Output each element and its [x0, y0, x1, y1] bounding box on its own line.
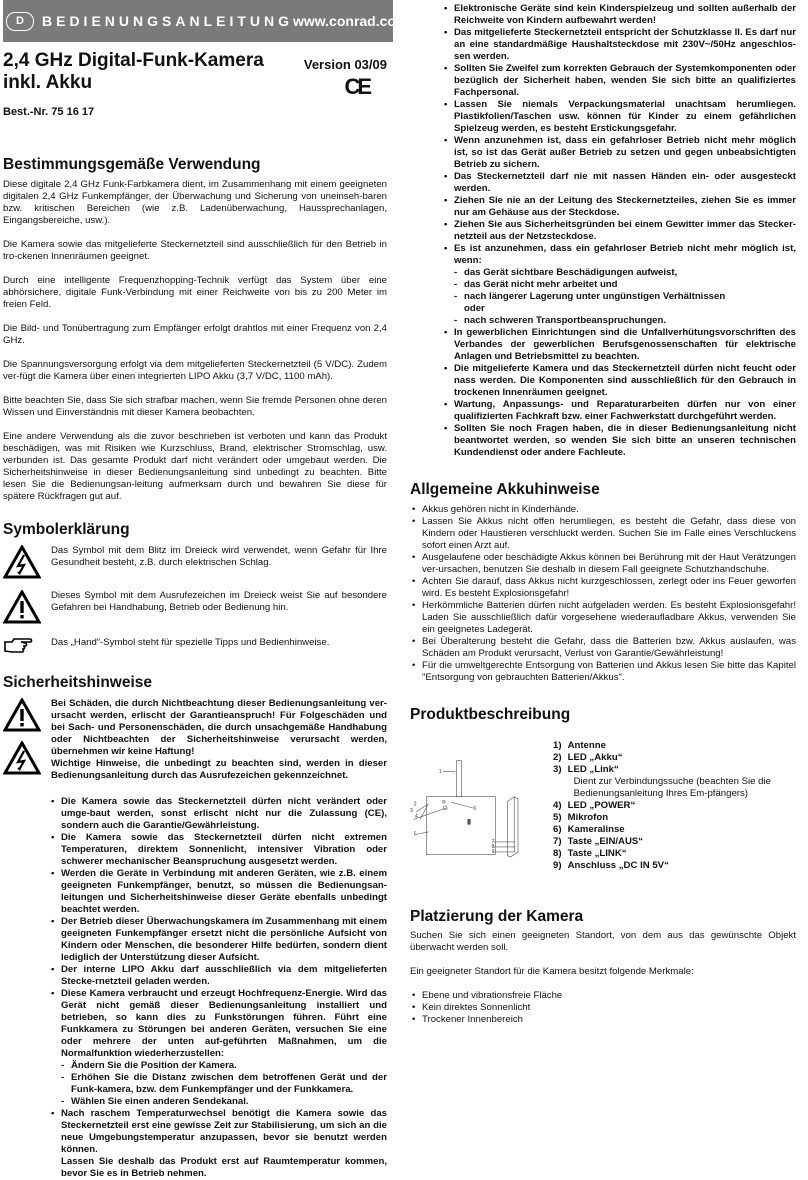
safety-intro: [3, 698, 387, 782]
section-heading-produkt: Produktbeschreibung: [410, 706, 571, 723]
sub-item: - Ändern Sie die Position der Kamera.: [61, 1060, 387, 1072]
safety-warranty-note: Bei Schäden, die durch Nichtbeachtung dieser Bedienungsanleitung ver-ursacht werden, erlischt der Garantieanspruch! Für Folgeschäden und bei Sach- und Personenschäden, die durch unsachgemäße Handhabung oder Nichtbeachten der Sicherheitshinweise verursacht werden, übernehmen wir keine Haftung!: [51, 698, 387, 757]
list-item: • Ziehen Sie nie an der Leitung des Steckernetzteiles, ziehen Sie es immer nur am Gehäuse aus der Steckdose.: [454, 195, 796, 219]
language-badge: D: [6, 12, 34, 31]
battery-list: [410, 504, 796, 684]
list-item: • Der Betrieb dieser Überwachungskamera im Zusammenhang mit einem geeigneten Funkempfänger ersetzt nicht die persönliche Aufsicht von Kindern oder Menschen, die besonderer Hilfe bedürfen, sondern dient lediglich der Unterstützung dieser Aufsicht.: [61, 916, 387, 964]
list-item: • Herkömmliche Batterien dürfen nicht aufgeladen werden. Es besteht Explosionsgefahr! Laden Sie ausschließlich dafür vorgesehene wiederaufladbare Akkus, verwenden Sie ein geeignetes Ladegerät.: [422, 600, 796, 636]
sub-item: - das Gerät nicht mehr arbeitet und: [454, 279, 796, 291]
diagram-label: 3: [410, 807, 413, 814]
list-item: • Akkus gehören nicht in Kinderhände.: [422, 504, 796, 516]
exclamation-warning-icon: [3, 590, 43, 629]
list-item: [61, 1108, 387, 1180]
list-item: • Werden die Geräte in Verbindung mit anderen Geräten, wie z.B. einem geeigneten Funkempfänger, benutzt, so müssen die Bedienungsan-leitungen und Sicherheitshinweise dieser Geräte ebenfalls unbedingt beachtet werden.: [61, 868, 387, 916]
ce-mark: CE: [344, 74, 369, 99]
list-item: • Elektronische Geräte sind kein Kinderspielzeug und sollten außerhalb der Reichweite von Kindern aufbewahrt werden!: [454, 3, 796, 27]
part-note: Dient zur Verbindungssuche (beachten Sie die Bedienungsanleitung Ihres Em-pfängers): [573, 776, 771, 799]
list-item: • Die Kamera sowie das Steckernetzteil dürfen nicht extremen Temperaturen, direktem Sonnenlicht, intensiver Vibration oder schwerer mechanischer Beanspruchung ausgesetzt werden.: [61, 832, 387, 868]
diagram-label: 2: [413, 801, 417, 808]
list-item: • Die Kamera sowie das Steckernetzteil dürfen nicht verändert oder umge-baut werden, sonst erlischt nicht nur die Zulassung (CE), sondern auch die Garantie/Gewährleistung.: [61, 796, 387, 832]
safety-important-note: Wichtige Hinweise, die unbedingt zu beachten sind, werden in dieser Bedienungsanleitung durch das Ausrufezeichen gekennzeichnet.: [51, 758, 387, 781]
part-item: 7) Taste „EIN/AUS“: [553, 836, 644, 847]
product-description: [410, 728, 796, 888]
section-heading-akku: Allgemeine Akkuhinweise: [410, 481, 600, 498]
list-item: • Der interne LIPO Akku darf ausschließlich via dem mitgelieferten Stecke-rnetzteil geladen werden.: [61, 964, 387, 988]
sub-item: - nach längerer Lagerung unter ungünstigen Verhältnissen: [454, 291, 796, 303]
list-item: • Bei Überalterung besteht die Gefahr, dass die Batterien bzw. Akkus auslaufen, was Schäden am Produkt verursacht, Verlust von Garantie/Gewährleistung!: [422, 636, 796, 660]
safety-list: [3, 796, 387, 1180]
symbol-row-lightning: [3, 545, 387, 584]
list-item: • Wenn anzunehmen ist, dass ein gefahrloser Betrieb nicht mehr möglich ist, so ist das Gerät außer Betrieb zu setzen und gegen unbeabsichtigten Betrieb zu sichern.: [454, 135, 796, 171]
list-item: • Lassen Sie niemals Verpackungsmaterial unachtsam herumliegen. Plastikfolien/Taschen usw. können für Kinder zu einem gefährlichen Spielzeug werden, es besteht Erstickungsgefahr.: [454, 99, 796, 135]
list-item: • Ausgelaufene oder beschädigte Akkus können bei Berührung mit der Haut Verätzungen ver-ursachen, benutzen Sie deshalb in diesem Fall geeignete Schutzhandschuhe.: [422, 552, 796, 576]
list-item: • Das mitgelieferte Steckernetzteil entspricht der Schutzklasse II. Es darf nur an eine standardmäßige Haushaltsteckdose mit 230V~/50Hz angeschlos-sen werden.: [454, 27, 796, 63]
right-column: [410, 0, 796, 1026]
list-item: • Das Steckernetzteil darf nie mit nassen Händen ein- oder ausgesteckt werden.: [454, 171, 796, 195]
diagram-label: 5: [413, 831, 417, 838]
order-number: Best.-Nr. 75 16 17: [3, 106, 95, 118]
sub-item: - Wählen Sie einen anderen Sendekanal.: [61, 1096, 387, 1108]
part-item: 8) Taste „LINK“: [553, 848, 627, 859]
sub-item: - das Gerät sichtbare Beschädigungen aufweist,: [454, 267, 796, 279]
diagram-label: 7: [491, 839, 495, 846]
list-item: • Für die umweltgerechte Entsorgung von Batterien und Akkus lesen Sie bitte das Kapitel "Entsorgung von gebrauchten Batterien/Akkus".: [422, 660, 796, 684]
part-item: 1) Antenne: [553, 740, 606, 751]
symbol-text: Das Symbol mit dem Blitz im Dreieck wird verwendet, wenn Gefahr für Ihre Gesundheit besteht, z.B. durch elektrischen Schlag.: [51, 545, 387, 568]
list-item-text: Diese Kamera verbraucht und erzeugt Hochfrequenz-Energie. Wird das Gerät nicht gemäß dieser Bedienungsanleitung installiert und betrieben, so kann dies zu Funkstörungen führen. Führt eine Funkkamera zu Störungen bei anderen Geräten, versuchen Sie eine oder mehrere der unten auf-geführten Maßnahmen, um die Normalfunktion wiederherzustellen:: [61, 988, 387, 1059]
list-item: [454, 243, 796, 327]
diagram-label: 6: [473, 805, 477, 812]
parts-list: [540, 740, 796, 888]
product-title-line2: inkl. Akku: [3, 72, 93, 93]
list-item: • Ebene und vibrationsfreie Fläche: [422, 990, 796, 1002]
product-title-line1: 2,4 GHz Digital-Funk-Kamera: [3, 50, 264, 71]
list-item: • Lassen Sie Akkus nicht offen herumliegen, es besteht die Gefahr, dass diese von Kindern oder Haustieren verschluckt werden. Suchen Sie im Falle eines Verschluckens sofort einen Arzt auf.: [422, 516, 796, 552]
paragraph: Die Spannungsversorgung erfolgt via dem mitgelieferten Steckernetzteil (5 V/DC). Zudem ver-fügt die Kamera über einen integrierten LIPO Akku (3,7 V/DC, 1100 mAh).: [3, 359, 387, 382]
sub-item: - nach schweren Transportbeanspruchungen.: [454, 315, 796, 327]
list-item: [61, 988, 387, 1108]
list-item-text: Es ist anzunehmen, dass ein gefahrloser Betrieb nicht mehr möglich ist, wenn:: [454, 243, 796, 266]
diagram-label: 1: [438, 768, 442, 775]
section-heading-symbol: Symbolerklärung: [3, 521, 130, 538]
section-heading-sicherheit: Sicherheitshinweise: [3, 674, 153, 691]
symbol-text: Dieses Symbol mit dem Ausrufezeichen im Dreieck weist Sie auf besondere Gefahren bei Handhabung, Betrieb oder Bedienung hin.: [51, 590, 387, 613]
symbol-row-hand: [3, 637, 387, 660]
diagram-label: 8: [491, 844, 495, 851]
symbol-row-exclamation: [3, 590, 387, 629]
part-item: 6) Kameralinse: [553, 824, 625, 835]
version-label: Version 03/09: [303, 57, 387, 72]
list-item: • Sollten Sie Zweifel zum korrekten Gebrauch der Systemkomponenten oder bezüglich der Sicherheit haben, wenden Sie sich bitte an qualifiziertes Fachpersonal.: [454, 63, 796, 99]
part-item: 9) Anschluss „DC IN 5V“: [553, 860, 669, 871]
list-item: • In gewerblichen Einrichtungen sind die Unfallverhütungsvorschriften des Verbandes der gewerblichen Berufsgenossenschaften für elektrische Anlagen und Betriebsmittel zu beachten.: [454, 327, 796, 363]
section-heading-platzierung: Platzierung der Kamera: [410, 908, 584, 925]
part-item: 2) LED „Akku“: [553, 752, 623, 763]
list-item-text: Nach raschem Temperaturwechsel benötigt die Kamera sowie das Steckernetzteil erst eine gewisse Zeit zur Stabilisierung, um sich an die neue Umgebungstemperatur anzupassen, bevor sie benutzt werden können.: [61, 1108, 387, 1155]
list-item: • Trockener Innenbereich: [422, 1014, 796, 1026]
document-type-title: BEDIENUNGSANLEITUNG: [42, 13, 294, 29]
lightning-warning-icon: [3, 741, 41, 775]
paragraph: Diese digitale 2,4 GHz Funk-Farbkamera dient, im Zusammenhang mit einem geeigneten digitalen 2,4 GHz Funkempfänger, der Überwachung und Sicherung von uneinseh-baren bzw. kritischen Bereichen (wie z.B. Ladenüberwachung, Haussprechanlagen, Eingangsbereiche, usw.).: [3, 179, 387, 226]
part-item: 5) Mikrofon: [553, 812, 609, 823]
list-item: • Sollten Sie noch Fragen haben, die in dieser Bedienungsanleitung nicht beantwortet werden, so wenden Sie sich bitte an unseren technischen Kundendienst oder andere Fachleute.: [454, 423, 796, 459]
paragraph: Durch eine intelligente Frequenzhopping-Technik verfügt das System über eine abhörsichere, digitale Funk-Verbindung mit einer Reichweite von bis zu 200 Meter im freien Feld.: [3, 275, 387, 310]
pointing-hand-icon: [3, 637, 43, 660]
part-item: 3) LED „Link“: [553, 764, 619, 775]
exclamation-warning-icon: [3, 698, 41, 732]
list-item: • Achten Sie darauf, dass Akkus nicht kurzgeschlossen, zerlegt oder ins Feuer geworfen wird. Es besteht Explosionsgefahr!: [422, 576, 796, 600]
website: www.conrad.com: [293, 13, 409, 29]
sub-item: - Erhöhen Sie die Distanz zwischen dem betroffenen Gerät und der Funk-kamera, bzw. dem Funkempfänger und der Funkkamera.: [61, 1072, 387, 1096]
sub-item-or: oder: [464, 303, 485, 314]
paragraph: Suchen Sie sich einen geeigneten Standort, von dem aus das gewünschte Objekt überwacht werden soll.: [410, 930, 796, 953]
part-item: 4) LED „POWER“: [553, 800, 636, 811]
diagram-label: 9: [491, 849, 495, 856]
location-list: [410, 990, 796, 1026]
left-column: [3, 0, 409, 1180]
paragraph: Bitte beachten Sie, dass Sie sich strafbar machen, wenn Sie fremde Personen ohne deren Wissen und Einverständnis mit dieser Kamera beobachten.: [3, 395, 387, 418]
paragraph: Die Kamera sowie das mitgelieferte Steckernetzteil sind ausschließlich für den Betrieb in tro-ckenen Innenräumen geeignet.: [3, 239, 387, 262]
paragraph: Die Bild- und Tonübertragung zum Empfänger erfolgt drahtlos mit einer Frequenz von 2,4 GHz.: [3, 323, 387, 346]
product-header: [3, 50, 387, 100]
section-heading-bestimmung: Bestimmungsgemäße Verwendung: [3, 156, 261, 173]
diagram-label: 4: [415, 813, 418, 820]
list-item: • Kein direktes Sonnenlicht: [422, 1002, 796, 1014]
header-bar: [3, 0, 409, 42]
paragraph: Ein geeigneter Standort für die Kamera besitzt folgende Merkmale:: [410, 966, 694, 977]
list-item-extra: Lassen Sie deshalb das Produkt erst auf Raumtemperatur kommen, bevor Sie es in Betrieb nehmen.: [61, 1156, 387, 1179]
symbol-text: Das „Hand“-Symbol steht für spezielle Tipps und Bedienhinweise.: [51, 637, 330, 648]
list-item: • Die mitgelieferte Kamera und das Steckernetzteil dürfen nicht feucht oder nass werden. Die Komponenten sind ausschließlich für den Gebrauch in trockenen Innenräumen geeignet.: [454, 363, 796, 399]
list-item: • Ziehen Sie aus Sicherheitsgründen bei einem Gewitter immer das Stecker-netzteil aus der Netzsteckdose.: [454, 219, 796, 243]
lightning-warning-icon: [3, 545, 43, 584]
safety-list-continued: [406, 3, 796, 459]
camera-diagram: [410, 728, 536, 888]
list-item: • Wartung, Anpassungs- und Reparaturarbeiten dürfen nur von einer qualifizierten Fachkraft bzw. einer Fachwerkstatt durchgeführt werden.: [454, 399, 796, 423]
paragraph: Eine andere Verwendung als die zuvor beschrieben ist verboten und kann das Produkt beschädigen, was mit Risiken wie Kurzschluss, Brand, elektrischer Stromschlag, usw. verbunden ist. Das gesamte Produkt darf nicht verändert oder umgebaut werden. Die Sicherheitshinweise in dieser Bedienungsanleitung sind unbedingt zu beachten. Bitte lesen Sie die Bedienungsan-leitung aufmerksam durch und bewahren Sie diese für spätere Rückfragen gut auf.: [3, 431, 387, 502]
